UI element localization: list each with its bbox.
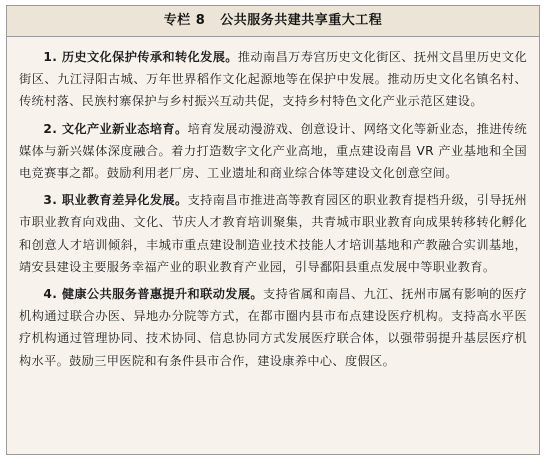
item-4-lead: 4. 健康公共服务普惠提升和联动发展。 [43, 287, 263, 302]
box-content [7, 37, 539, 372]
box-label: 专栏 8 [163, 13, 206, 28]
item-3-lead: 3. 职业教育差异化发展。 [43, 193, 188, 208]
item-2 [19, 118, 527, 185]
item-1-lead: 1. 历史文化保护传承和转化发展。 [43, 50, 238, 64]
item-4-text: 支持省属和南昌、九江、抚州市属有影响的医疗机构通过联合办医、异地办分院等方式，在都市圈内县市布点建设医疗机构。支持高水平医疗机构通过管理协同、技术协同、信息协同方式发展医疗联合体，以强带弱提升基层医疗机构水平。鼓励三甲医院和有条件县市合作，建设康养中心、度假区。 [19, 287, 527, 368]
feature-box [6, 5, 540, 455]
item-2-text: 培育发展动漫游戏、创意设计、网络文化等新业态，推进传统媒体与新兴媒体深度融合。着力打造数字文化产业高地，重点建设南昌 VR 产业基地和全国电竞赛事之都。鼓励利用老厂房、工业遗址和商业综合体等建设文化创意空间。 [19, 121, 527, 181]
item-2-lead: 2. 文化产业新业态培育。 [43, 121, 188, 136]
item-1 [19, 46, 527, 113]
item-4 [19, 283, 527, 372]
item-3-text: 支持南昌市推进高等教育园区的职业教育提档升级，引导抚州市职业教育向戏曲、文化、节庆人才教育培训聚集，共青城市职业教育向成果转移转化孵化和创意人才培训倾斜，丰城市重点建设制造业技术技能人才培训基地和产教融合实训基地，靖安县建设主要服务幸福产业的职业教育产业园，引导鄱阳县重点发展中等职业教育。 [19, 193, 527, 274]
box-title: 公共服务共建共享重大工程 [220, 13, 383, 28]
item-1-text: 推动南昌万寿宫历史文化街区、抚州文昌里历史文化街区、九江浔阳古城、万年世界稻作文化起源地等在保护中发展。推动历史文化名镇名村、传统村落、民族村寨保护与乡村振兴互动共促，支持乡村特色文化产业示范区建设。 [19, 50, 527, 109]
item-3 [19, 189, 527, 278]
box-header [7, 6, 539, 37]
